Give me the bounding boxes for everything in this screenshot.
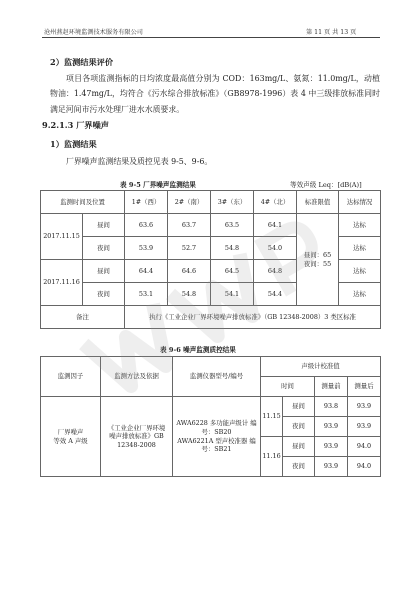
table2-period: 夜间 (283, 457, 315, 477)
table-row (41, 214, 381, 237)
table2-header-method: 监测方法及依据 (101, 357, 173, 397)
table1-cell: 64.8 (254, 260, 297, 283)
table2-method: 《工业企业厂界环境噪声排放标准》GB 12348-2008 (101, 397, 173, 477)
table1-header-row (41, 191, 381, 214)
table1-cell: 53.1 (125, 283, 168, 306)
table1-status: 达标 (339, 237, 381, 260)
table1-status: 达标 (339, 260, 381, 283)
table2-cell: 94.0 (348, 457, 381, 477)
table1-note-row (41, 306, 381, 329)
table1-period: 夜间 (83, 283, 125, 306)
header-divider (42, 37, 380, 38)
table2-cell: 93.9 (315, 437, 348, 457)
table1-header-point2: 2#（南） (168, 191, 211, 214)
table2-header-row (41, 357, 381, 377)
table1-header-time: 监测时间及位置 (41, 191, 125, 214)
header-company: 沧州燕赵环境监测技术服务有限公司 (44, 29, 143, 36)
table2-header-calibration: 声级计校准值 (261, 357, 381, 377)
table1-cell: 63.7 (168, 214, 211, 237)
table2-period: 昼间 (283, 397, 315, 417)
results-paragraph: 厂界噪声监测结果及质控见表 9-5、9-6。 (66, 157, 213, 166)
table2-date: 11.15 (261, 397, 283, 437)
table2-cell: 93.9 (348, 417, 381, 437)
table2-header-factor: 监测因子 (41, 357, 101, 397)
table1-status: 达标 (339, 283, 381, 306)
table1-header-status: 达标情况 (339, 191, 381, 214)
table1-header-point4: 4#（北） (254, 191, 297, 214)
table1-note-label: 备注 (41, 306, 125, 329)
table1-cell: 52.7 (168, 237, 211, 260)
table2-period: 昼间 (283, 437, 315, 457)
table2-cell: 93.8 (315, 397, 348, 417)
noise-results-table (40, 190, 381, 329)
table1-period: 夜间 (83, 237, 125, 260)
table1-unit: 等效声级 Leq：[dB(A)] (290, 181, 362, 189)
table1-caption: 表 9-5 厂界噪声监测结果 (120, 181, 196, 189)
table1-header-point3: 3#（东） (211, 191, 254, 214)
table2-date: 11.16 (261, 437, 283, 477)
table1-cell: 54.8 (168, 283, 211, 306)
table1-cell: 63.5 (211, 214, 254, 237)
table1-cell: 63.6 (125, 214, 168, 237)
table2-subheader-after: 测量后 (348, 377, 381, 397)
table1-header-point1: 1#（西） (125, 191, 168, 214)
table2-factor: 厂界噪声 等效 A 声级 (41, 397, 101, 477)
table2-cell: 93.9 (315, 457, 348, 477)
table1-period: 昼间 (83, 260, 125, 283)
table1-date: 2017.11.16 (41, 260, 83, 306)
table1-standard-limit: 昼间：65 夜间：55 (297, 214, 339, 306)
table1-date: 2017.11.15 (41, 214, 83, 260)
section-heading-evaluation: 2）监测结果评价 (50, 57, 114, 67)
table1-cell: 64.5 (211, 260, 254, 283)
table1-note: 执行《工业企业厂界环境噪声排放标准》（GB 12348-2008）3 类区标准 (125, 306, 381, 329)
table1-cell: 54.1 (211, 283, 254, 306)
table1-cell: 64.4 (125, 260, 168, 283)
table2-cell: 93.9 (315, 417, 348, 437)
header-page-number: 第 11 页 共 13 页 (306, 29, 357, 36)
table2-instrument: AWA6228 多功能声级计 编号：SB20 AWA6221A 型声校准器 编号：SB21 (173, 397, 261, 477)
table1-cell: 53.9 (125, 237, 168, 260)
table2-cell: 93.9 (348, 397, 381, 417)
table2-period: 夜间 (283, 417, 315, 437)
table1-cell: 54.4 (254, 283, 297, 306)
table2-caption: 表 9-6 噪声监测质控结果 (160, 346, 236, 354)
table1-status: 达标 (339, 214, 381, 237)
table-row (41, 397, 381, 417)
table2-subheader-before: 测量前 (315, 377, 348, 397)
table1-cell: 64.6 (168, 260, 211, 283)
table1-header-limit: 标准限值 (297, 191, 339, 214)
table1-cell: 64.1 (254, 214, 297, 237)
section-heading-noise: 9.2.1.3 厂界噪声 (42, 120, 109, 130)
section-heading-results: 1）监测结果 (50, 139, 97, 149)
table1-cell: 54.0 (254, 237, 297, 260)
table1-period: 昼间 (83, 214, 125, 237)
table1-cell: 54.8 (211, 237, 254, 260)
table2-header-instrument: 监测仪器型号/编号 (173, 357, 261, 397)
table2-subheader-time: 时间 (261, 377, 315, 397)
table2-cell: 94.0 (348, 437, 381, 457)
evaluation-paragraph: 项目各项监测指标的日均浓度最高值分别为 COD：163mg/L、氨氮：11.0mg/L，动植物油：1.47mg/L，均符合《污水综合排放标准》（GB8978-1996）表 4 中三级排放标准同时满足河间市污水处理厂进水水质要求。 (50, 74, 380, 114)
noise-qc-table (40, 356, 381, 477)
